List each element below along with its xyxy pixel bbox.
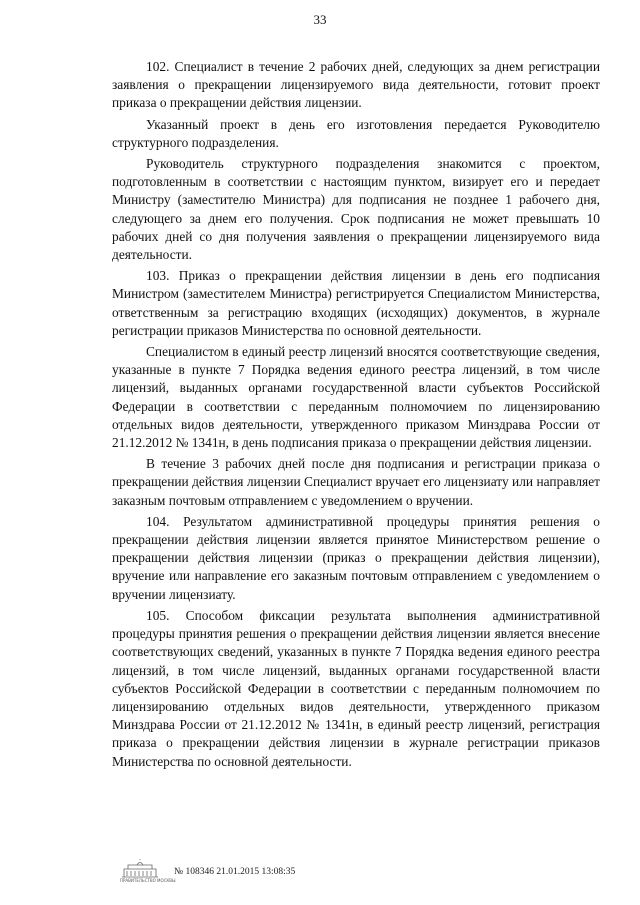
paragraph-registry-entry: Специалистом в единый реестр лицензий вносятся соответствующие сведения, указанные в пункте 7 Порядка ведения единого реестра лицензий, в том числе лицензий, выданных органами государственной власти субъектов Российской Федерации в соответствии с переданным полномочием по лицензированию отдельных видов деятельности, утвержденного приказом Минздрава России от 21.12.2012 № 1341н, в день подписания приказа о прекращении действия лицензии. <box>112 344 600 451</box>
paragraph-delivery: В течение 3 рабочих дней после дня подписания и регистрации приказа о прекращении действия лицензии Специалист вручает его лицензиату или направляет заказным почтовым отправлением с уведомлением о вручении. <box>112 456 600 508</box>
paragraph-103: 103. Приказ о прекращении действия лицензии в день его подписания Министром (заместителем Министра) регистрируется Специалистом Министерства, ответственным за регистрацию входящих (исходящих) документов, в журнале регистрации приказов Министерства по основной деятельности. <box>112 268 600 338</box>
logo-caption: ПРАВИТЕЛЬСТВО МОСКВЫ <box>120 878 176 883</box>
building-logo-icon <box>120 859 176 885</box>
paragraph-head-review: Руководитель структурного подразделения знакомится с проектом, подготовленным в соответствии с настоящим пунктом, визирует его и передает Министру (заместителю Министра) для подписания не позднее 1 рабочего дня, следующего за днем его получения. Срок подписания не может превышать 10 рабочих дней со дня получения заявления о прекращении лицензируемого вида деятельности. <box>112 156 600 263</box>
paragraph-104: 104. Результатом административной процедуры принятия решения о прекращении действия лицензии является принятое Министерством решение о прекращении действия лицензии (приказ о прекращении действия лицензии), вручение или направление его заказным почтовым отправлением с уведомлением о вручении лицензиату. <box>112 513 600 602</box>
page-number: 33 <box>313 12 327 27</box>
paragraph-105: 105. Способом фиксации результата выполнения административной процедуры принятия решения о прекращении действия лицензии является внесение соответствующих сведений, указанных в пункте 7 Порядка ведения единого реестра лицензий, в том числе лицензий, выданных органами государственной власти субъектов Российской Федерации в соответствии с переданным полномочием по лицензированию отдельных видов деятельности, утвержденного приказом Минздрава России от 21.12.2012 № 1341н, в единый реестр лицензий, регистрация приказа о прекращении действия лицензии в журнале регистрации приказов Министерства по основной деятельности. <box>112 607 600 769</box>
document-footer <box>120 857 295 887</box>
registration-stamp: № 108346 21.01.2015 13:08:35 <box>174 867 296 877</box>
paragraph-102: 102. Специалист в течение 2 рабочих дней, следующих за днем регистрации заявления о прекращении лицензируемого вида деятельности, готовит проект приказа о прекращении действия лицензии. <box>112 59 600 111</box>
paragraph-project-transfer: Указанный проект в день его изготовления передается Руководителю структурного подразделения. <box>112 116 600 150</box>
document-body <box>112 58 600 774</box>
building-icon <box>120 859 160 879</box>
